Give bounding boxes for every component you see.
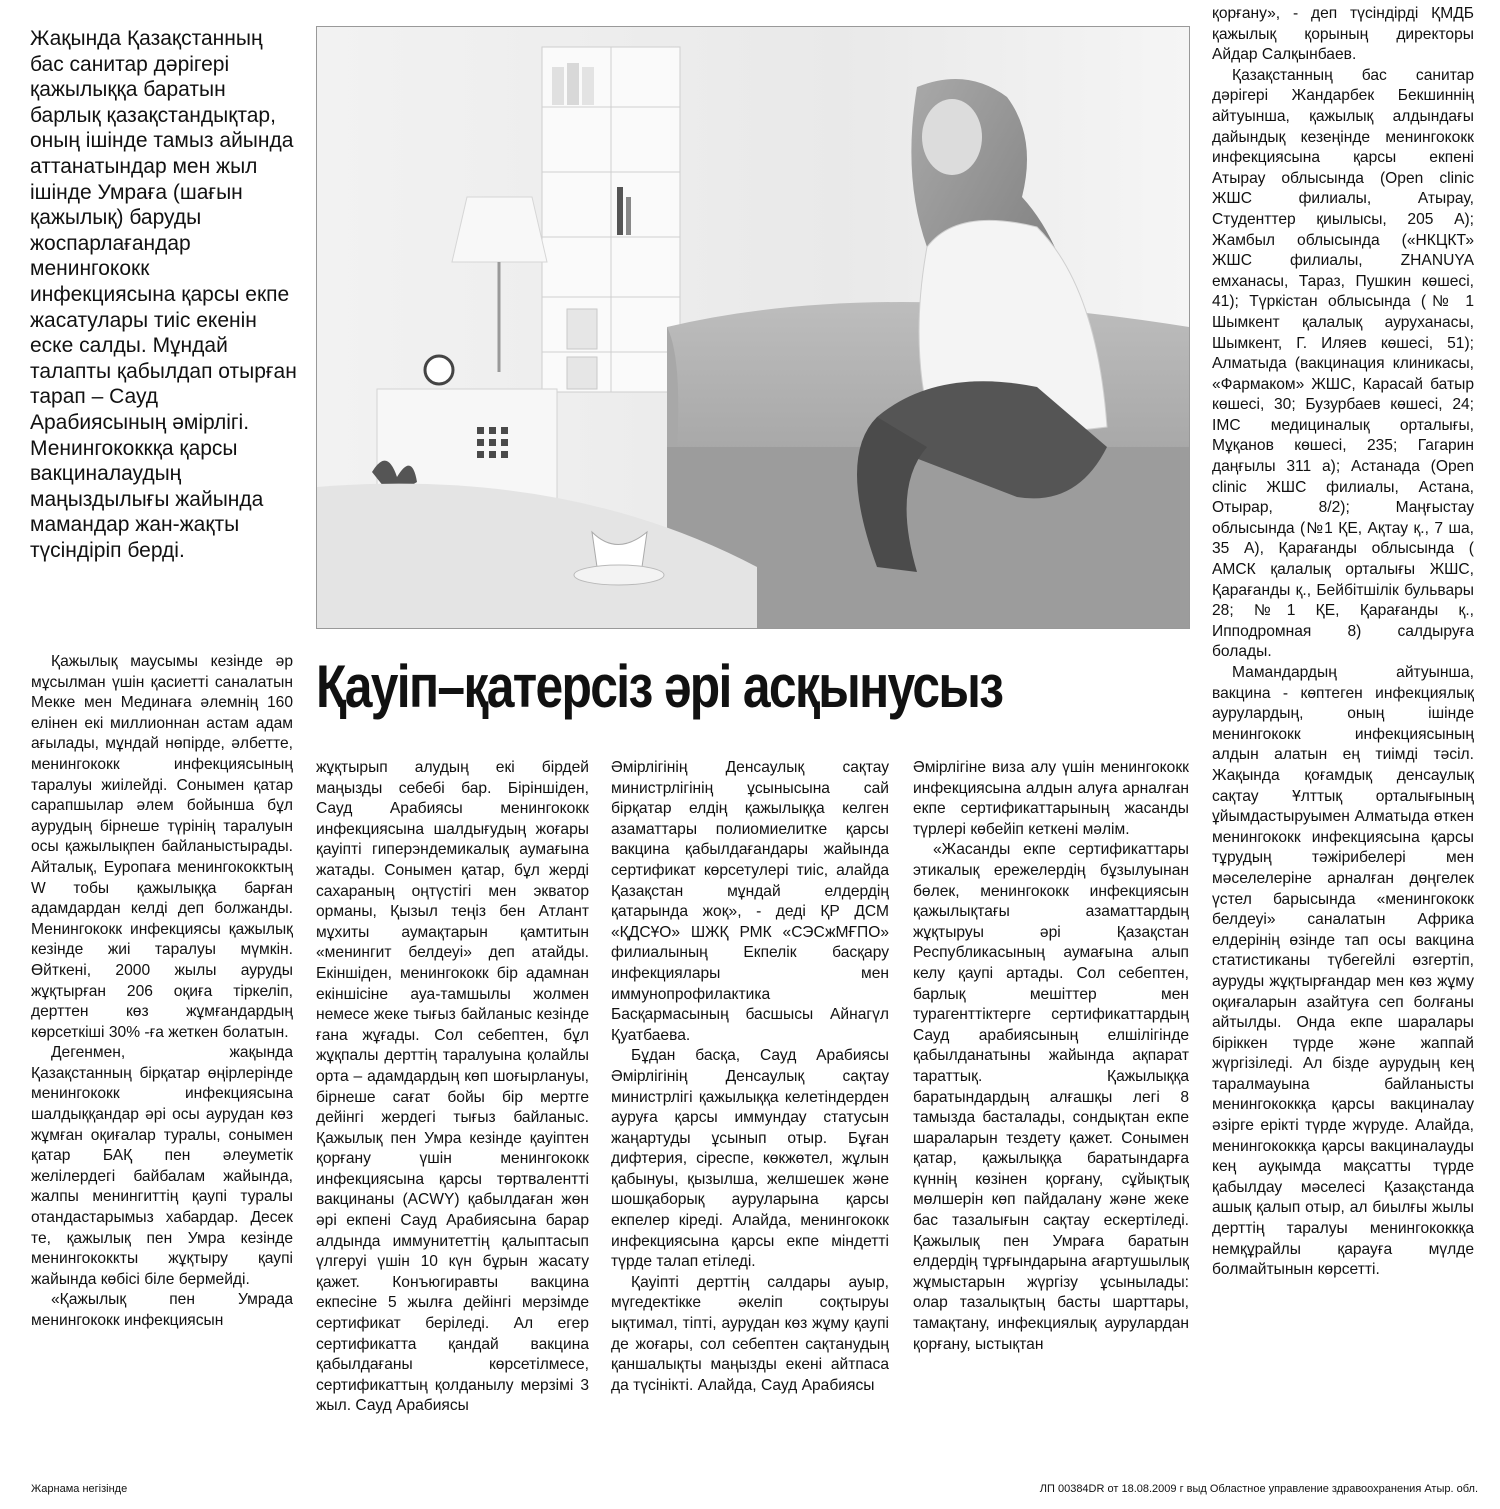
paragraph: қорғану», - деп түсіндірді ҚМДБ қажылық қорының директоры Айдар Салқынбаев. [1212,5,1474,64]
column-5 [1212,4,1474,1480]
paragraph: жұқтырып алудың екі бірдей маңызды себебі бар. Біріншіден, Сауд Арабиясы менингококк инфекциясына шалдығудың жоғары қауіпті гиперэндемикалық аумағына жатады. Сонымен қатар, бұл жерді сахараның оңтүстігі мен экватор орманы, Қызыл теңіз бен Атлант мұхиты аумақтарын қамтитын «менингит белдеуі» деп атайды. Екіншіден, менингококк бір адамнан екіншісіне ауа-тамшылы жолмен немесе жеке тығыз байланыс кезінде ғана жұғады. Сол себептен, бұл жұқпалы дерттің таралуына қолайлы орта – адамдардың көп шоғырлануы, бірнеше сағат бойы бір мертге дейінгі жердегі тығыз байланыс. Қажылық пен Умра кезінде қауіптен қорғану үшін менингококк инфекциясына қарсы төртвалентті вакцинаны (ACWY) қабылдаған жөн әрі екпені Сауд Арабиясына барар алдында иммунитеттің қалыптасып үлгеруі үшін 10 күн бұрын жасату қажет. Конъюгиравты вакцина екпесіне 5 жылға дейінгі мерзімде сертификат беріледі. Ал егер сертификатта қандай вакцина қабылдағаны көрсетілмесе, сертификаттың қолданылу мерзімі 3 жыл. Сауд Арабиясы [316,759,589,1415]
paragraph: «Қажылық пен Умрада менингококк инфекциясын [31,1291,293,1329]
advert-note: Жарнама негізінде [31,1483,128,1495]
paragraph: Әмірлігіне виза алу үшін менингококк инфекциясына алдын алуға арналған екпе сертификаттарының жасанды түрлері көбейіп кеткені мәлім. [913,759,1189,838]
paragraph: Дегенмен, жақында Қазақстанның бірқатар өңірлерінде менингококк инфекциясына шалдыққандар әрі осы аурудан көз жұмған оқиғалар туралы, сонымен қатар БАҚ пен әлеуметік желілердегі байбалам жайында, жалпы менингиттің қаупі туралы отандастарымыз хабардар. Десек те, қажылық пен Умра кезінде менингококкты жұқтыру қаупі жайында көбісі біле бермейді. [31,1044,293,1288]
paragraph: «Жасанды екпе сертификаттары этикалық ережелердің бұзылуынан бөлек, менингококк инфекциясын қажылықтағы азаматтардың жұқтыруы әрі Қазақстан Республикасының аумағына алып келу қаупі артады. Сол себептен, барлық мешіттер мен турагенттіктерге сертификаттардың Сауд арабиясының елшілігінде қабылданатыны жайында ақпарат тараттық. Қажылыққа баратындардың алғашқы легі 8 тамызда басталады, сондықтан екпе шараларын тездету қажет. Сонымен қатар, қажылыққа баратындарға күннің көзінен қорғану, сұйықтық мөлшерін көп пайдалану және жеке бас тазалығын сақтау ескертіледі. Қажылық пен Умраға баратын елдердің тұрғындарына ағартушылық жұмыстарын жүргізу ұсынылады: олар тазалықтың басты шарттары, тамақтану, инфекциялық аурулардан қорғану, ыстықтан [913,841,1189,1353]
article-headline: Қауіп–қатерсіз әрі асқынусыз [316,653,1003,720]
column-4 [913,758,1189,1480]
article-photo [316,26,1190,629]
paragraph: Бұдан басқа, Сауд Арабиясы Әмірлігінің Денсаулық сақтау министрлігі қажылыққа келетіндерден ауруға қарсы иммундау статусын жаңартуды ұсынып отыр. Бұған дифтерия, сіреспе, көкжөтел, жұлын қабынуы, қызылша, желшешек және шошқаборық ауруларына қарсы екпелер кіреді. Алайда, менингококк инфекциясына қарсы екпе міндетті түрде талап етіледі. [611,1047,889,1271]
license-note: ЛП 00384DR от 18.08.2009 г выд Областное управление здравоохранения Атыр. обл. [1039,1483,1478,1495]
paragraph: Әмірлігінің Денсаулық сақтау министрлігінің ұсынысына сай бірқатар елдің қажылыққа келген азаматтары полиомиелитке қарсы вакцина қабылдағандары жайында сертификат көрсетулері тиіс, алайда Қазақстан мұндай елдердің қатарында жоқ», - деді ҚР ДСМ «ҚДСҰО» ШЖҚ РМК «СЭСжМҒПО» филиалының Екпелік басқару инфекциялары мен иммунопрофилактика Басқармасының басшысы Айнагүл Қуатбаева. [611,759,889,1044]
paragraph: Мамандардың айтуынша, вакцина - көптеген инфекциялық аурулардың, оның ішінде менингококк инфекциясының алдын алатын ең тиімді тәсіл. Жақында қоғамдық денсаулық сақтау Ұлттық орталығының ұйымдастыруымен Алматыда өткен менингококк инфекциясына қарсы тұрудың тәжірибелері мен мәселелеріне арналған дөңгелек үстел барысында «менингококк белдеуі» саналатын Африка елдерінің өзінде тап осы вакцина статистиканы түбегейлі өзгертіп, ауруды жұқтырғандар мен көз жұму оқиғаларын азайтуға сеп болғаны айтылды. Онда екпе шаралары біріккен түрде және жаппай жүргізіледі. Ал бізде аурудың кең таралмауына байланысты менингококкқа қарсы вакциналау әзірге еріктi түрде жүруде. Алайда, менингококкқа қарсы вакциналауды кең ауқымда мақсатты түрде қабылдау мәселесі Қазақстанда ашық қалып отыр, ал биылғы жылы дерттің таралуы менингококкқа немқұрайлы қарауға мүлде болмайтынын көрсетті. [1212,664,1474,1279]
lead-text: Жақында Қазақстанның бас санитар дәрігері қажылыққа баратын барлық қазақстандықтар, оның ішінде тамыз айында аттанатындар мен жыл ішінде Умраға (шағын қажылық) баруды жоспарлағандар менингококк инфекциясына қарсы екпе жасатулары тиіс екенін еске салды. Мұндай талапты қабылдап отырған тарап – Сауд Арабиясының әмірлігі. Менингококкқа қарсы вакциналаудың маңыздылығы жайында мамандар жан-жақты түсіндіріп берді. [30,27,297,562]
photo-illustration [317,27,1189,628]
column-1 [31,652,293,1480]
lead-paragraph [30,26,300,626]
column-2 [316,758,589,1480]
paragraph: Қауіпті дерттің салдары ауыр, мүгедектікке әкеліп соқтыруы ықтимал, тіпті, аурудан көз жұму қаупі де жоғары, сол себептен сақтанудың қаншалықты маңызды екені айтпаса да түсінікті. Алайда, Сауд Арабиясы [611,1273,889,1394]
column-3 [611,758,889,1480]
paragraph: Қазақстанның бас санитар дәрігері Жандарбек Бекшиннің айтуынша, қажылық алдындағы дайындық кезеңінде менингококк инфекциясына қарсы екпені Атырау облысында (Open clinic ЖШС филиалы, Атырау, Студенттер қиылысы, 205 А); Жамбыл облысында («НКЦКТ» ЖШС филиалы, ZHANUYA емханасы, Тараз, Пушкин көшесі, 41); Түркістан облысында (№ 1 Шымкент қалалық ауруханасы, Шымкент, Г. Иляев көшесі, 51); Алматыда (вакцинация клиникасы, «Фармаком» ЖШС, Карасай батыр көшесі, 30; Бузурбаев көшесі, 24; IMC медициналық орталығы, Мұқанов көшесі, 235; Гагарин даңғылы 311 а); Астанада (Open clinic ЖШС филиалы, Астана, Отырар, 8/2); Маңғыстау облысында (№1 ҚЕ, Ақтау қ., 7 ша, 35 А), Қарағанды облысында ( АМСК қалалық орталығы ЖШС, Қарағанды қ., Бейбітшілік бульвары 28; №1 ҚЕ, Қарағанды қ., Ипподромная 8) салдыруға болады. [1212,66,1474,661]
paragraph: Қажылық маусымы кезінде әр мұсылман үшін қасиетті саналатын Мекке мен Мединаға әлемнің 160 елінен екі миллионнан астам адам ағылады, мұндай нөпірде, әлбетте, менингококк инфекциясының таралуы жиілейді. Сонымен қатар сарапшылар әлем бойынша бұл аурудың бірнеше түрінің таралуын осы қажылықпен байланыстырады. Айталық, Еуропаға менингококктың W тобы қажылыққа барған адамдардан келді деп болжанды. Менингококк инфекциясы қажылық кезінде жиі таралуы мүмкін. Өйткені, 2000 жылы ауруды жұқтырған 206 оқиға тіркеліп, дерттен көз жұмғандардың көрсеткіші 30% -ға жеткен болатын. [31,653,293,1041]
